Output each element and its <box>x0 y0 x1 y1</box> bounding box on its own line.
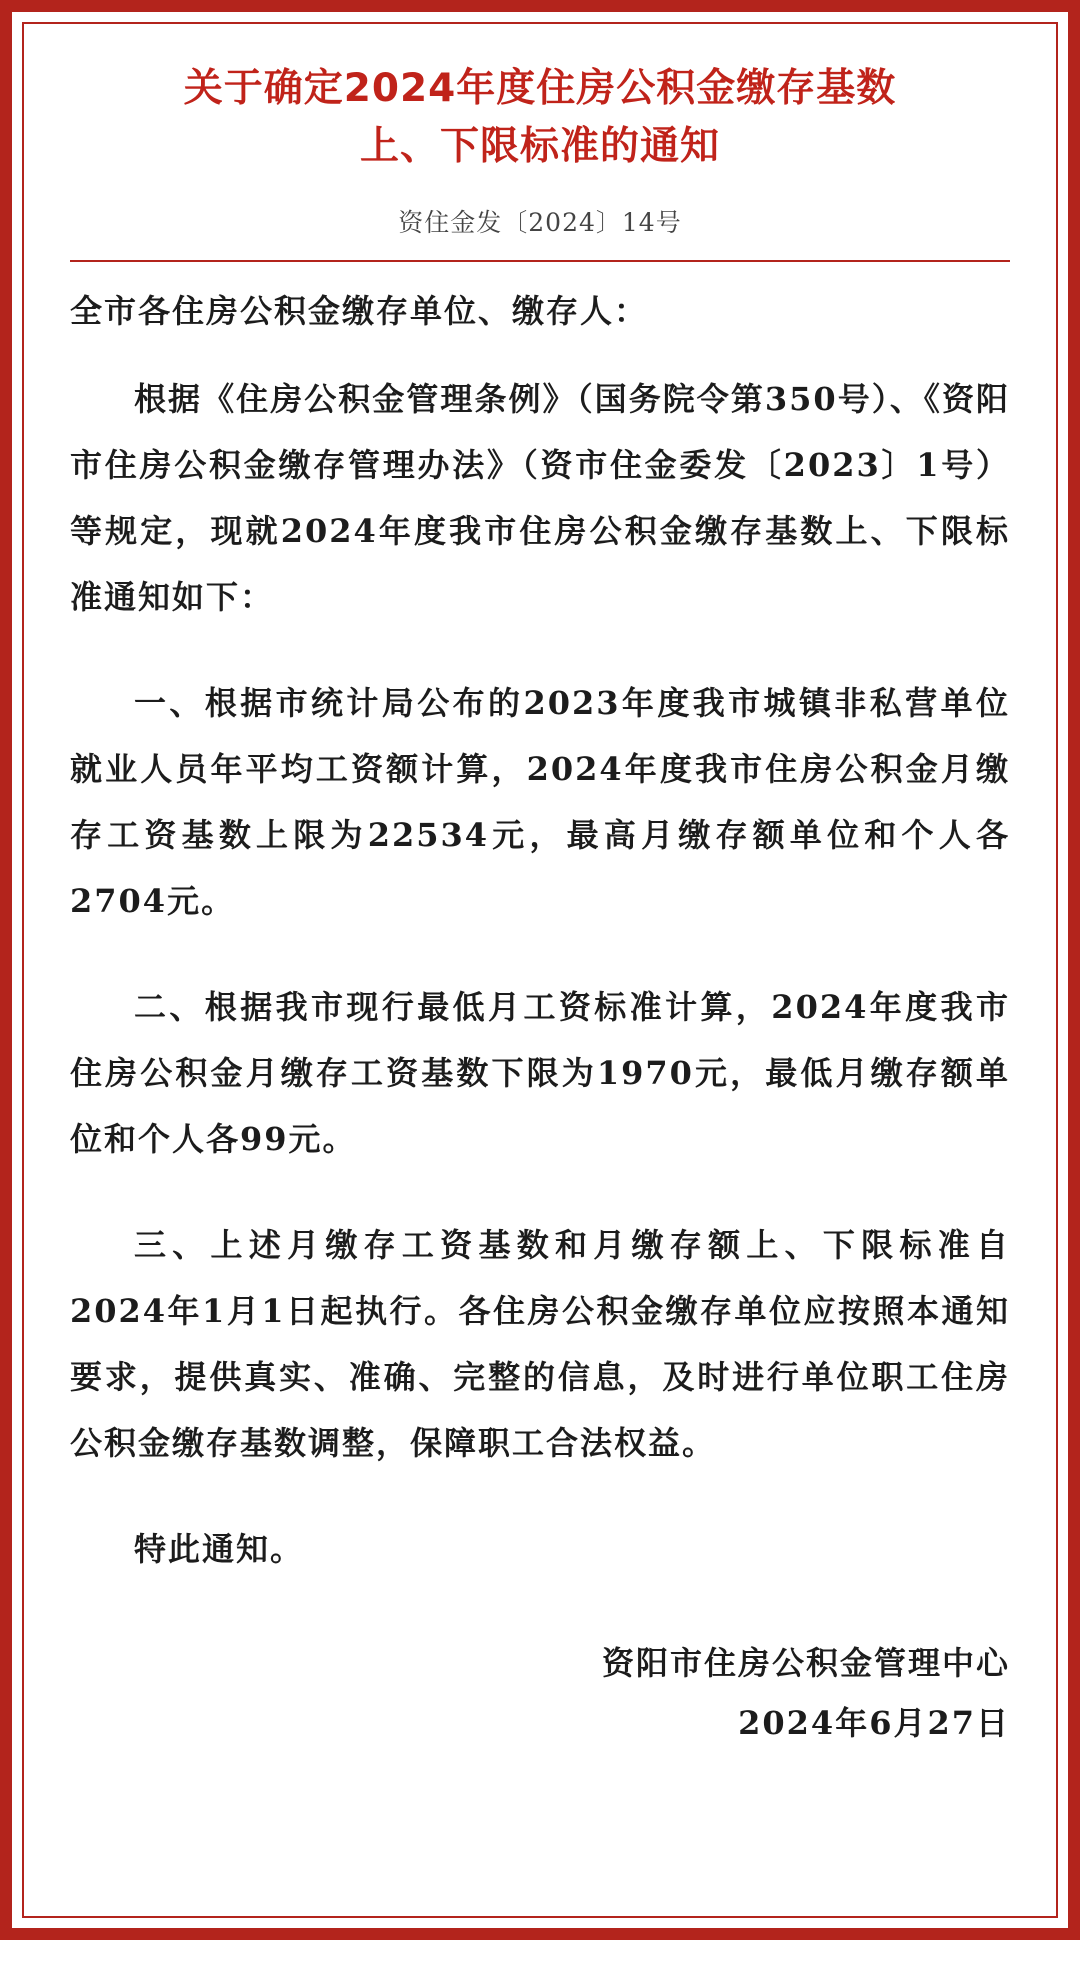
notice-title <box>70 60 1010 176</box>
notice-content <box>70 60 1010 1748</box>
paragraph-intro: 根据《住房公积金管理条例》（国务院令第350号）、《资阳市住房公积金缴存管理办法》（资市住金委发〔2023〕1号）等规定，现就2024年度我市住房公积金缴存基数上、下限标准通知如下： <box>70 380 1010 616</box>
paragraph-item-3: 三、上述月缴存工资基数和月缴存额上、下限标准自2024年1月1日起执行。各住房公积金缴存单位应按照本通知要求，提供真实、准确、完整的信息，及时进行单位职工住房公积金缴存基数调整，保障职工合法权益。 <box>70 1226 1010 1462</box>
header-divider <box>70 260 1010 262</box>
paragraph-closing: 特此通知。 <box>134 1530 305 1568</box>
document-number: 资住金发〔2024〕14号 <box>398 208 682 237</box>
signature-date: 2024年6月27日 <box>738 1704 1010 1742</box>
salutation: 全市各住房公积金缴存单位、缴存人： <box>70 292 649 330</box>
notice-title-line2: 上、下限标准的通知 <box>359 124 720 169</box>
paragraph-item-2: 二、根据我市现行最低月工资标准计算，2024年度我市住房公积金月缴存工资基数下限为1970元，最低月缴存额单位和个人各99元。 <box>70 988 1010 1158</box>
paragraph-item-1: 一、根据市统计局公布的2023年度我市城镇非私营单位就业人员年平均工资额计算，2024年度我市住房公积金月缴存工资基数上限为22534元，最高月缴存额单位和个人各2704元。 <box>70 684 1010 920</box>
notice-title-line1: 关于确定2024年度住房公积金缴存基数 <box>183 66 897 111</box>
signature-organization: 资阳市住房公积金管理中心 <box>601 1644 1010 1682</box>
bottom-margin <box>0 1940 1080 1985</box>
